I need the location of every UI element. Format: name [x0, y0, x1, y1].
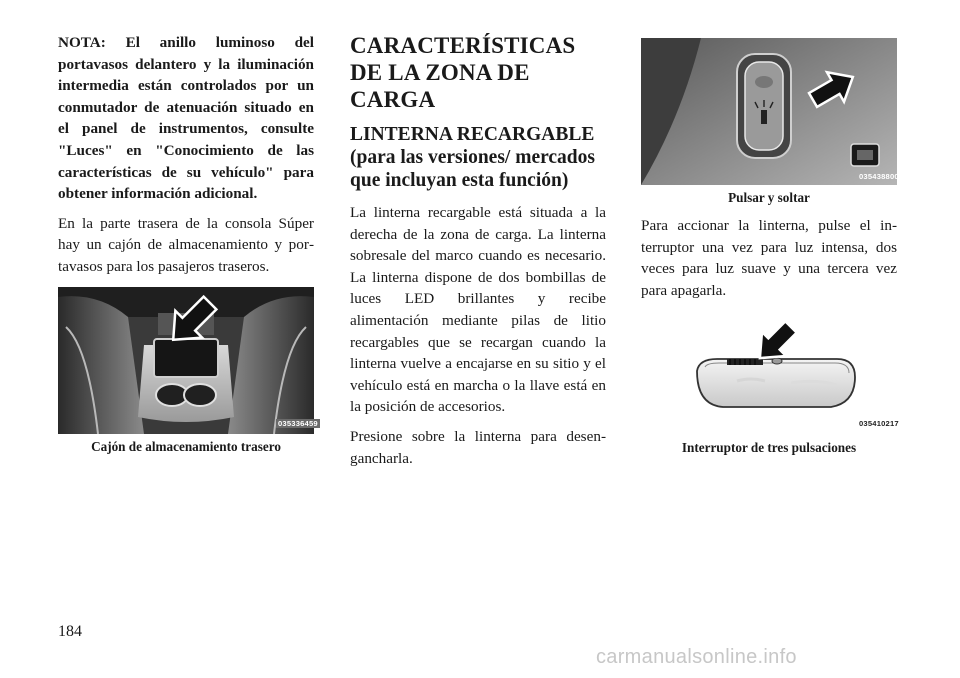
flashlight-paragraph: La linterna recargable está situada a la derecha de la zona de carga. La linterna sobresale del marco cuando es necesario. La linterna dispone de dos bombillas de luces LED brillantes y recibe alimentación mediante pilas de litio recargables que se recargan cuando la linterna vuelve a encajarse en su sitio y el vehículo está en marcha o la llave está en la posición de accesorios. [350, 204, 606, 416]
figure-code: 035336459 [278, 418, 318, 428]
note-paragraph: NOTA: El anillo luminoso del portavasos delantero y la iluminación intermedia están controlados por un conmutador de atenuación situado en el panel de instrumentos, consulte "Luces" en "Conocimiento de las características de su vehículo" para obtener información adicional. [58, 34, 314, 203]
operation-paragraph: Para accionar la linterna, pulse el interruptor una vez para luz intensa, dos veces para luz suave y una tercera vez para apagarla. [641, 217, 897, 299]
figure-code: 035438800 [859, 172, 899, 181]
column-middle [350, 32, 606, 469]
figure-caption: Pulsar y soltar [728, 190, 810, 205]
column-right [641, 38, 897, 457]
column-left [58, 32, 318, 456]
page-number: 184 [58, 623, 82, 640]
subsection-title: LINTERNA RECARGABLE (para las versiones/ mercados que incluyan esta función) [350, 124, 595, 191]
figure-caption: Interruptor de tres pulsaciones [681, 440, 857, 456]
flashlight-mount-illustration [641, 38, 897, 185]
watermark: carmanualsonline.info [596, 646, 797, 668]
three-press-switch-figure [641, 319, 897, 431]
release-paragraph: Presione sobre la linterna para desengancharla. [350, 427, 606, 467]
press-release-figure [641, 38, 897, 185]
rear-storage-figure [58, 287, 318, 434]
figure-caption: Cajón de almacenamiento trasero [91, 438, 281, 454]
rear-storage-illustration [58, 287, 314, 434]
storage-paragraph: En la parte trasera de la consola Súper hay un cajón de almacenamiento y portavasos para los pasajeros traseros. [58, 214, 314, 275]
flashlight-switch-illustration [641, 319, 897, 431]
figure-code: 035410217 [859, 419, 899, 429]
section-title: CARACTERÍSTICAS DE LA ZONA DE CARGA [350, 33, 576, 112]
